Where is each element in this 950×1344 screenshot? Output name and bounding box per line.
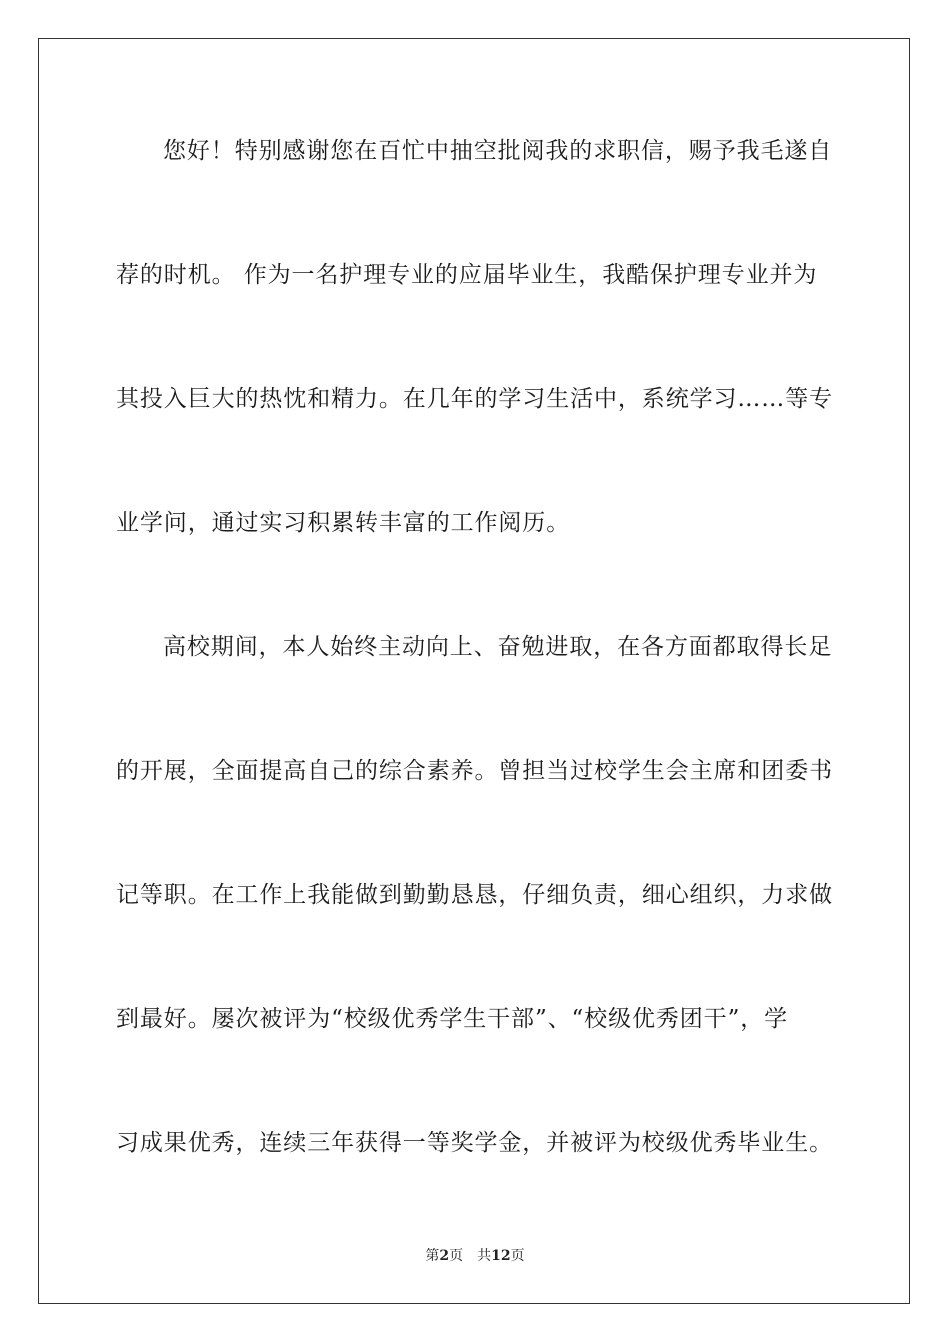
footer-prefix: 第 xyxy=(425,1248,440,1264)
paragraph-2-line-3: 记等职。在工作上我能做到勤勤恳恳，仔细负责，细心组织，力求做 xyxy=(116,882,833,908)
page-footer xyxy=(0,1247,950,1265)
current-page-number: 2 xyxy=(439,1248,450,1264)
paragraph-2-line-5: 习成果优秀，连续三年获得一等奖学金，并被评为校级优秀毕业生。 xyxy=(116,1130,833,1156)
page-border xyxy=(38,38,910,1304)
paragraph-1-line-2: 荐的时机。 作为一名护理专业的应届毕业生，我酷保护理专业并为 xyxy=(116,262,818,288)
paragraph-2-line-2: 的开展，全面提高自己的综合素养。曾担当过校学生会主席和团委书 xyxy=(116,758,833,784)
paragraph-1-line-1: 您好！特别感谢您在百忙中抽空批阅我的求职信，赐予我毛遂自 xyxy=(163,138,833,164)
paragraph-2-line-1: 高校期间，本人始终主动向上、奋勉进取，在各方面都取得长足 xyxy=(163,634,833,660)
total-pages-number: 12 xyxy=(491,1248,511,1264)
paragraph-1-line-3: 其投入巨大的热忱和精力。在几年的学习生活中，系统学习……等专 xyxy=(116,386,833,412)
footer-mid: 页 共 xyxy=(449,1248,492,1264)
paragraph-1-line-4: 业学问，通过实习积累转丰富的工作阅历。 xyxy=(116,510,571,536)
paragraph-2-line-4: 到最好。屡次被评为“校级优秀学生干部”、“校级优秀团干”，学 xyxy=(116,1006,789,1032)
footer-suffix: 页 xyxy=(510,1248,525,1264)
